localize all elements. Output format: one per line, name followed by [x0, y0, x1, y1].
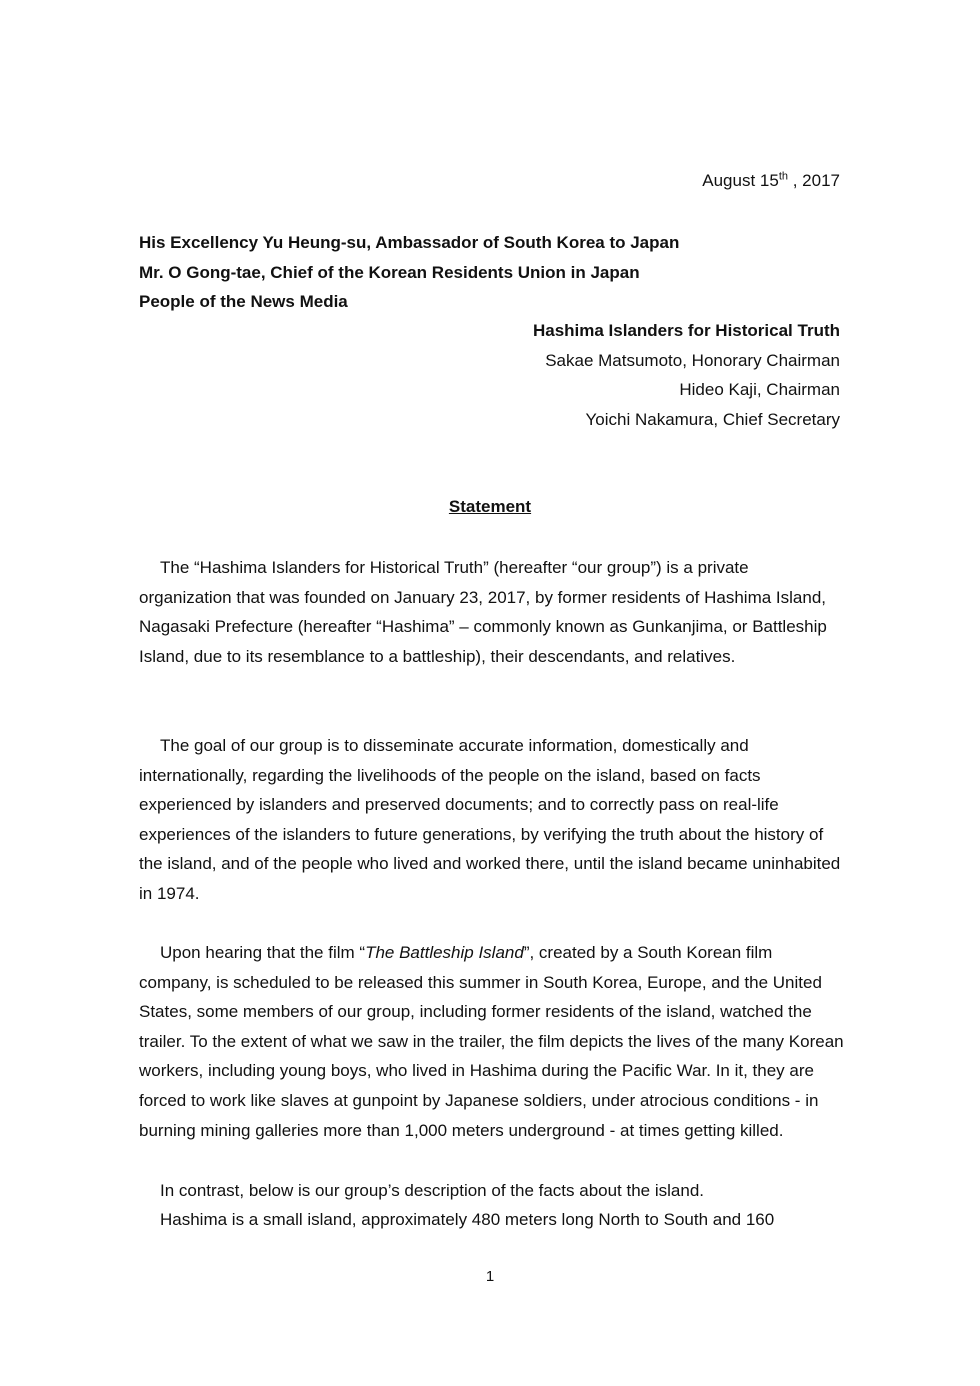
paragraph-film-text	[139, 938, 844, 1145]
paragraph-film	[139, 938, 844, 1145]
date-day: August 15	[702, 171, 779, 190]
statement-title: Statement	[448, 497, 532, 516]
paragraph-film-intro: Upon hearing that the film “	[160, 943, 366, 962]
paragraph-goal	[139, 731, 844, 909]
paragraph-film-body: ”, created by a South Korean film company, is scheduled to be released this summer in South Korea, Europe, and the United States, some members of our group, including former residents of the island, watched the trailer. To the extent of what we saw in the trailer, the film depicts the lives of the many Korean workers, including young boys, who lived in Hashima during the Pacific War. In it, they are forced to work like slaves at gunpoint by Japanese soldiers, under atrocious conditions - in burning mining galleries more than 1,000 meters underground - at times getting killed.	[139, 943, 844, 1140]
recipient-union-chief: Mr. O Gong-tae, Chief of the Korean Residents Union in Japan	[139, 262, 640, 282]
sender-organization: Hashima Islanders for Historical Truth	[532, 321, 840, 340]
sender-honorary-chairman: Sakae Matsumoto, Honorary Chairman	[545, 350, 840, 370]
recipient-news-media: People of the News Media	[139, 292, 348, 312]
letter-date	[702, 168, 840, 194]
date-year: , 2017	[788, 171, 840, 190]
page-number: 1	[485, 1268, 495, 1285]
date-ordinal-suffix: th	[778, 170, 788, 183]
paragraph-founding	[139, 553, 844, 671]
recipient-block	[139, 228, 839, 317]
film-title: The Battleship Island	[365, 943, 524, 962]
paragraph-goal-text: The goal of our group is to disseminate accurate information, domestically and internationally, regarding the livelihoods of the people on the island, based on facts experienced by islanders and preserved documents; and to correctly pass on real-life experiences of the islanders to future generations, by verifying the truth about the history of the island, and of the people who lived and worked there, until the island became uninhabited in 1974.	[139, 736, 841, 903]
paragraph-founding-text: The “Hashima Islanders for Historical Truth” (hereafter “our group”) is a private organization that was founded on January 23, 2017, by former residents of Hashima Island, Nagasaki Prefecture (hereafter “Hashima” – commonly known as Gunkanjima, or Battleship Island, due to its resemblance to a battleship), their descendants, and relatives.	[139, 558, 827, 666]
paragraph-contrast: In contrast, below is our group’s description of the facts about the island.	[160, 1181, 704, 1200]
sender-chairman: Hideo Kaji, Chairman	[679, 380, 840, 400]
sender-block	[240, 316, 840, 434]
recipient-ambassador: His Excellency Yu Heung-su, Ambassador of South Korea to Japan	[139, 233, 680, 252]
sender-chief-secretary: Yoichi Nakamura, Chief Secretary	[585, 409, 840, 429]
paragraph-island-size: Hashima is a small island, approximately 480 meters long North to South and 160	[160, 1210, 775, 1229]
